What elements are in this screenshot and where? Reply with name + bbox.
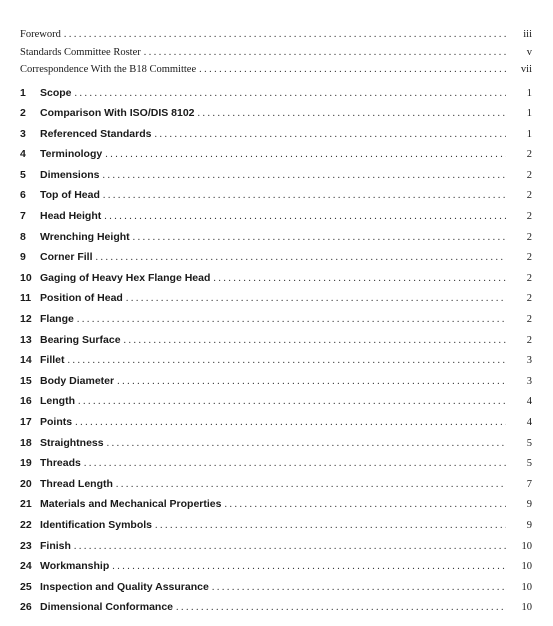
section-number: 24 (20, 560, 32, 573)
section-page: 4 (526, 396, 532, 408)
section-title: Wrenching Height (40, 230, 130, 243)
dot-leader (84, 458, 506, 469)
toc-section (20, 292, 532, 313)
toc-section (20, 107, 532, 128)
toc-section (20, 519, 532, 540)
section-page: 2 (526, 293, 532, 305)
toc-section (20, 334, 532, 355)
section-title: Comparison With ISO/DIS 8102 (40, 107, 195, 120)
section-number: 2 (20, 107, 26, 120)
dot-leader (107, 438, 506, 449)
section-page: 2 (526, 149, 532, 161)
section-page: 2 (526, 231, 532, 243)
dot-leader (105, 149, 506, 160)
toc-entry-page: iii (523, 29, 532, 40)
section-title: Straightness (40, 436, 104, 449)
toc-section (20, 478, 532, 499)
section-number: 6 (20, 189, 26, 202)
toc-section (20, 498, 532, 519)
section-number: 9 (20, 251, 26, 264)
section-page: 2 (526, 334, 532, 346)
toc-entry-title: Foreword (20, 29, 61, 40)
section-title: Body Diameter (40, 374, 115, 387)
section-title: Terminology (40, 148, 103, 161)
toc-entry-foreword (20, 29, 532, 47)
toc-entry-page: vii (520, 64, 532, 75)
dot-leader (103, 170, 506, 181)
section-page: 10 (521, 581, 532, 593)
section-title: Top of Head (40, 189, 100, 202)
dot-leader (155, 520, 506, 531)
section-title: Inspection and Quality Assurance (40, 580, 209, 593)
section-title: Dimensional Conformance (40, 601, 174, 614)
dot-leader (212, 582, 506, 593)
toc-section (20, 416, 532, 437)
section-number: 25 (20, 580, 32, 593)
dot-leader (64, 29, 506, 40)
section-page: 4 (526, 417, 532, 428)
section-number: 23 (20, 539, 32, 552)
dot-leader (117, 376, 506, 387)
dot-leader (224, 499, 506, 510)
section-title: Identification Symbols (40, 518, 153, 531)
toc-entry-title: Correspondence With the B18 Committee (20, 64, 197, 75)
section-title: Thread Length (40, 477, 113, 490)
toc-entry-page: v (526, 46, 532, 58)
section-page: 2 (526, 169, 532, 181)
section-number: 3 (20, 127, 26, 140)
section-page: 2 (526, 190, 532, 202)
section-number: 13 (20, 333, 32, 346)
toc-section (20, 437, 532, 458)
dot-leader (74, 541, 506, 552)
toc-section (20, 540, 532, 561)
section-page: 9 (526, 519, 532, 531)
section-page: 5 (526, 437, 532, 449)
section-title: Corner Fill (40, 251, 93, 264)
dot-leader (144, 47, 506, 58)
section-number: 18 (20, 436, 32, 449)
section-number: 26 (20, 601, 32, 614)
toc-section (20, 169, 532, 190)
section-page: 10 (521, 602, 532, 614)
toc-section (20, 128, 532, 149)
section-page: 5 (526, 458, 532, 470)
section-title: Fillet (40, 354, 65, 367)
dot-leader (116, 479, 506, 490)
section-page: 7 (526, 478, 532, 490)
dot-leader (78, 396, 506, 407)
section-title: Head Height (40, 210, 102, 223)
section-page: 1 (526, 108, 532, 120)
dot-leader (96, 252, 506, 263)
dot-leader (213, 273, 506, 284)
section-number: 5 (20, 168, 26, 181)
section-number: 15 (20, 374, 32, 387)
toc-section (20, 375, 532, 396)
section-number: 14 (20, 354, 32, 367)
table-of-contents (20, 29, 532, 622)
section-page: 2 (526, 252, 532, 264)
section-number: 10 (20, 271, 32, 284)
toc-section (20, 251, 532, 272)
section-number: 8 (20, 230, 26, 243)
section-title: Points (40, 416, 73, 428)
dot-leader (112, 561, 506, 572)
toc-section (20, 231, 532, 252)
section-page: 3 (526, 375, 532, 387)
section-title: Referenced Standards (40, 127, 152, 140)
dot-leader (154, 129, 506, 140)
section-page: 2 (526, 211, 532, 223)
section-page: 1 (526, 87, 532, 99)
dot-leader (75, 88, 506, 99)
section-title: Position of Head (40, 292, 123, 305)
toc-section (20, 457, 532, 478)
section-number: 4 (20, 148, 26, 161)
dot-leader (75, 417, 506, 428)
section-title: Workmanship (40, 560, 110, 573)
section-page: 3 (526, 355, 532, 367)
section-number: 7 (20, 210, 26, 223)
section-number: 1 (20, 86, 26, 99)
toc-entry-standards-committee-roster (20, 47, 532, 65)
dot-leader (124, 335, 506, 346)
dot-leader (77, 314, 506, 325)
toc-section (20, 395, 532, 416)
section-number: 16 (20, 395, 32, 408)
section-title: Length (40, 395, 75, 408)
toc-section (20, 210, 532, 231)
toc-section (20, 272, 532, 293)
dot-leader (103, 190, 506, 201)
section-page: 10 (521, 540, 532, 552)
section-page: 10 (521, 561, 532, 573)
section-number: 21 (20, 498, 32, 511)
section-title: Scope (40, 86, 72, 99)
toc-section (20, 601, 532, 622)
dot-leader (126, 293, 506, 304)
section-number: 22 (20, 518, 32, 531)
section-title: Finish (40, 539, 71, 552)
toc-section (20, 313, 532, 334)
section-number: 17 (20, 416, 32, 428)
toc-section (20, 581, 532, 602)
section-number: 20 (20, 477, 32, 490)
dot-leader (198, 108, 506, 119)
section-number: 12 (20, 313, 32, 326)
toc-section (20, 189, 532, 210)
section-title: Gaging of Heavy Hex Flange Head (40, 271, 211, 284)
section-title: Flange (40, 313, 74, 326)
section-title: Materials and Mechanical Properties (40, 498, 222, 511)
section-page: 2 (526, 272, 532, 284)
section-title: Bearing Surface (40, 333, 121, 346)
section-number: 19 (20, 457, 32, 470)
dot-leader (68, 355, 506, 366)
toc-section (20, 354, 532, 375)
section-page: 2 (526, 314, 532, 326)
dot-leader (199, 64, 506, 75)
section-number: 11 (20, 292, 32, 305)
section-title: Threads (40, 457, 81, 470)
toc-section (20, 148, 532, 169)
toc-entry-correspondence (20, 64, 532, 82)
dot-leader (104, 211, 506, 222)
dot-leader (176, 602, 506, 613)
section-title: Dimensions (40, 168, 100, 181)
toc-section (20, 560, 532, 581)
section-page: 1 (526, 128, 532, 140)
toc-section (20, 87, 532, 108)
dot-leader (133, 232, 506, 243)
toc-entry-title: Standards Committee Roster (20, 46, 141, 58)
section-page: 9 (526, 499, 532, 511)
